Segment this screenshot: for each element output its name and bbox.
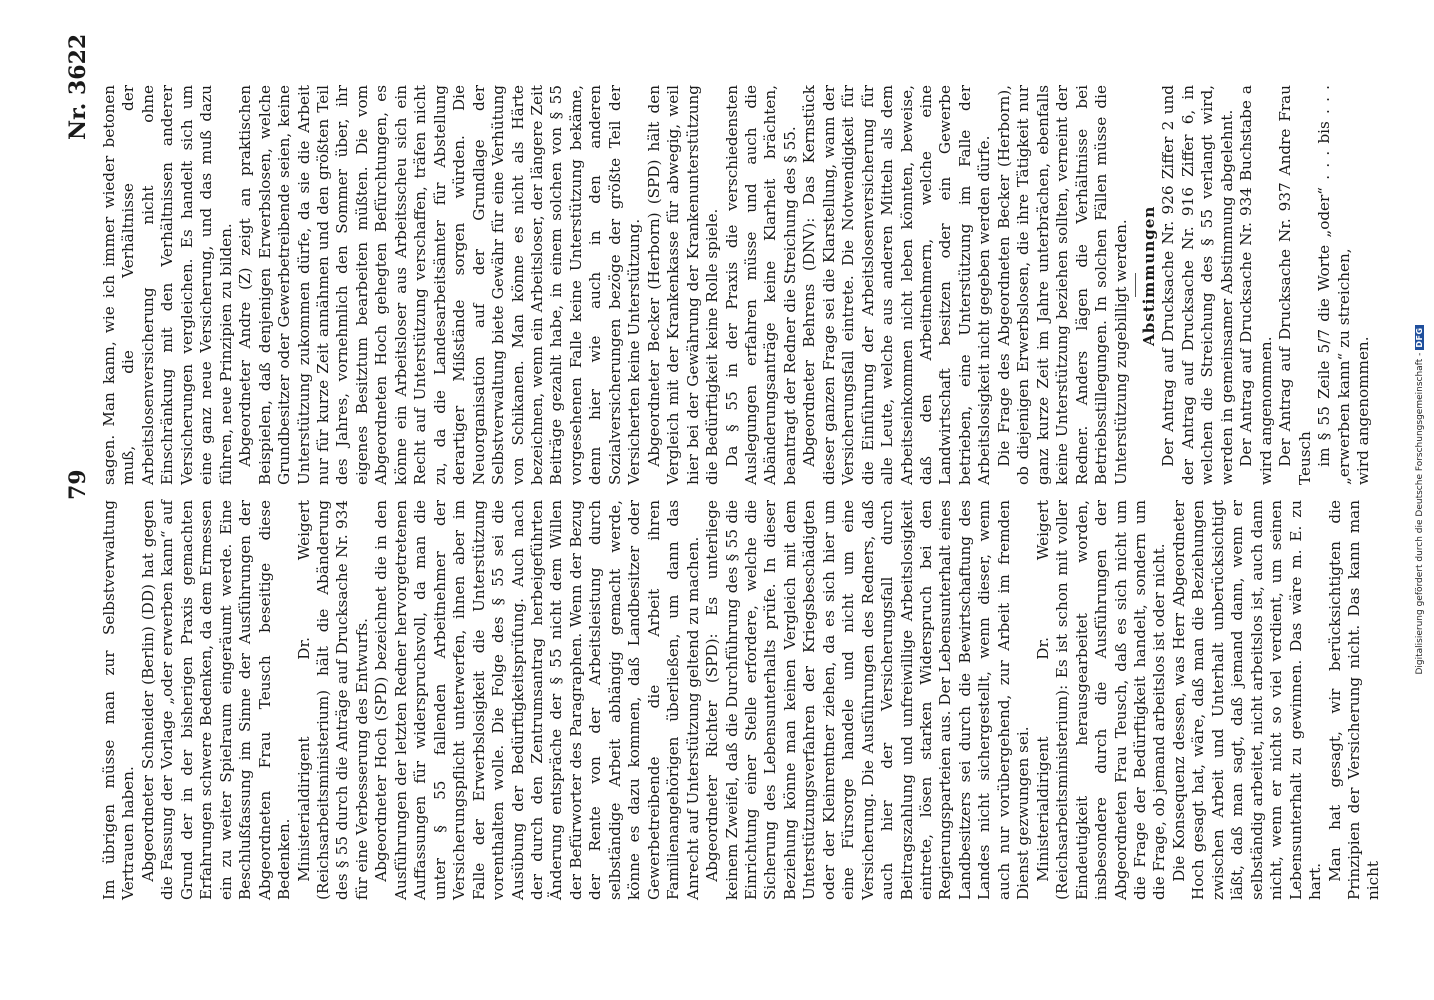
dfg-logo: DFG (1415, 327, 1424, 348)
paragraph: Abgeordneter Andre (Z) zeigt an praktischen Beispielen, daß denjenigen Erwerbslosen, welche Grundbesitzer oder Gewerbetreibende seien, keine Unterstützung zukommen dürfe, da sie die Arbeit nur für kurze Zeit annähmen und den größten Teil des Jahres, vornehmlich den Sommer über, ihr eigenes Besitztum bearbeiten müßten. Die vom Abgeordneten Hoch gehegten Befürchtungen, es könne ein Arbeitsloser aus Arbeitsscheu sich ein Recht auf Unterstützung verschaffen, träfen nicht zu, da die Landesarbeitsämter für Abstellung derartiger Mißstände sorgen würden. Die Neuorganisation auf der Grundlage der Selbstverwaltung biete Gewähr für eine Verhütung von Schikanen. Man könne es nicht als Härte bezeichnen, wenn ein Arbeitsloser, der längere Zeit Beiträge gezahlt habe, in einem solchen von § 55 vorgesehenen Falle keine Unterstützung bekäme, denn hier wie auch in den anderen Sozialversicherungen bezöge der größte Teil der Versicherten keine Unterstützung. (236, 85, 644, 485)
vote-paragraph: Der Antrag auf Drucksache Nr. 937 Andre Frau Teusch (1276, 85, 1314, 485)
vote-paragraph: wird angenommen. (1354, 336, 1372, 485)
paragraph: Abgeordneter Hoch (SPD) bezeichnet die in den Ausführungen der letzten Redner hervorgetretenen Auffassungen für widerspruchsvoll, da man die unter § 55 fallenden Arbeitnehmer der Versicherungspflicht unterwerfen, ihnen aber im Falle der Erwerbslosigkeit die Unterstützung vorenthalten wolle. Die Folge des § 55 sei die Ausübung der Bedürftigkeitsprüfung. Auch nach der durch den Zentrumsantrag herbeigeführten Änderung entspräche der § 55 nicht dem Willen der Befürworter des Paragraphen. Wenn der Bezug der Rente von der Arbeitsleistung durch selbständige Arbeit abhängig gemacht werde, könne es dazu kommen, daß Landbesitzer oder Gewerbetreibende die Arbeit ihren Familienangehörigen überließen, um dann das Anrecht auf Unterstützung geltend zu machen. (372, 500, 702, 900)
vote-paragraph: Der Antrag auf Drucksache Nr. 934 Buchstabe a wird angenommen. (1237, 85, 1275, 485)
left-column (100, 500, 1384, 900)
vote-paragraph: Der Antrag auf Drucksache Nr. 926 Ziffer 2 und der Antrag auf Drucksache Nr. 916 Ziffer 6, in welchen die Streichung des § 55 verlangt wird, werden in gemeinsamer Abstimmung abgelehnt. (1159, 85, 1236, 485)
paragraph: Die Frage des Abgeordneten Becker (Herborn), ob diejenigen Erwerbslosen, die ihre Tätigkeit nur ganz kurze Zeit im Jahre unterbrächen, ebenfalls keine Unterstützung beziehen sollten, verneint der Redner. Anders lägen die Verhältnisse bei Betriebsstillegungen. In solchen Fällen müsse die Unterstützung zugebilligt werden. (994, 85, 1130, 485)
paragraph: Abgeordneter Behrens (DNV): Das Kernstück dieser ganzen Frage sei die Klarstellung, wann der Versicherungsfall eintrete. Die Notwendigkeit für die Einführung der Arbeitslosenversicherung für alle Leute, welche aus anderen Mitteln als dem Arbeitseinkommen nicht leben könnten, beweise, daß den Arbeitnehmern, welche eine Landwirtschaft besitzen oder ein Gewerbe betrieben, eine Unterstützung im Falle der Arbeitslosigkeit nicht gegeben werden dürfe. (800, 85, 994, 485)
paragraph: sagen. Man kann, wie ich immer wieder betonen muß, die Verhältnisse der Arbeitslosenversicherung nicht ohne Einschränkung mit den Verhältnissen anderer Versicherungen vergleichen. Es handelt sich um eine ganz neue Versicherung, und das muß dazu führen, neue Prinzipien zu bilden. (100, 85, 235, 485)
paragraph: Im übrigen müsse man zur Selbstverwaltung Vertrauen haben. (100, 500, 138, 900)
document-number: Nr. 3622 (65, 33, 91, 140)
page-number: 79 (65, 469, 91, 500)
paragraph: Man hat gesagt, wir berücksichtigten die Prinzipien der Versicherung nicht. Das kann man nicht (1325, 500, 1383, 900)
paragraph: Ministerialdirigent Dr. Weigert (Reichsarbeitsministerium): Es ist schon mit voller Eindeutigkeit herausgearbeitet worden, insbesondere durch die Ausführungen der Abgeordneten Frau Teusch, daß es sich nicht um die Frage der Bedürftigkeit handelt, sondern um die Frage, ob jemand arbeitslos ist oder nicht. (1033, 500, 1169, 900)
section-heading: Abstimmungen (1140, 205, 1159, 346)
credit-text: Digitalisierung gefördert durch die Deutsche Forschungsgemeinschaft - (1415, 352, 1425, 675)
right-column (100, 85, 1373, 485)
paragraph: Abgeordneter Becker (Herborn) (SPD) hält den Vergleich mit der Krankenkasse für abwegig, weil hier bei der Gewährung der Krankenunterstützung die Bedürftigkeit keine Rolle spiele. (644, 85, 722, 485)
digitization-credit (1415, 0, 1425, 1000)
vote-paragraph: im § 55 Zeile 5/7 die Worte „oder“ . . . bis . . . „erwerben kann“ zu streichen, (1315, 85, 1353, 485)
section-divider (1135, 273, 1136, 297)
paragraph: Abgeordneter Schneider (Berlin) (DD) hat gegen die Fassung der Vorlage „oder erwerben kann“ auf Grund der in der bisherigen Praxis gemachten Erfahrungen schwere Bedenken, da dem Ermessen ein zu weiter Spielraum eingeräumt werde. Eine Beschlußfassung im Sinne der Ausführungen der Abgeordneten Frau Teusch beseitige diese Bedenken. (138, 500, 294, 900)
paragraph: Da § 55 in der Praxis die verschiedensten Auslegungen erfahren müsse und auch die Abänderungsanträge keine Klarheit brächten, beantragt der Redner die Streichung des § 55. (722, 85, 799, 485)
paragraph: Abgeordneter Richter (SPD): Es unterliege keinem Zweifel, daß die Durchführung des § 55 die Einrichtung einer Stelle erfordere, welche die Sicherung des Lebensunterhalts prüfe. In dieser Beziehung könne man keinen Vergleich mit dem Unterstützungsverfahren der Kriegsbeschädigten oder der Kleinrentner ziehen, da es sich hier um eine Fürsorge handele und nicht um eine Versicherung. Die Ausführungen des Redners, daß auch hier der Versicherungsfall durch Beitragszahlung und unfreiwillige Arbeitslosigkeit eintrete, lösen starken Widerspruch bei den Regierungsparteien aus. Der Lebensunterhalt eines Landbesitzers sei durch die Bewirtschaftung des Landes nicht sichergestellt, wenn dieser, wenn auch nur vorübergehend, zur Arbeit im fremden Dienst gezwungen sei. (703, 500, 1033, 900)
paragraph: Ministerialdirigent Dr. Weigert (Reichsarbeitsministerium) hält die Abänderung des § 55 durch die Anträge auf Drucksache Nr. 934 für eine Verbesserung des Entwurfs. (294, 500, 371, 900)
paragraph: Die Konsequenz dessen, was Herr Abgeordneter Hoch gesagt hat, wäre, daß man die Beziehungen zwischen Arbeit und Unterhalt unberücksichtigt läßt, daß man sagt, daß jemand dann, wenn er selbständig arbeitet, nicht arbeitslos ist, auch dann nicht, wenn er nicht so viel verdient, um seinen Lebensunterhalt zu gewinnen. Das wäre m. E. zu hart. (1169, 500, 1325, 900)
